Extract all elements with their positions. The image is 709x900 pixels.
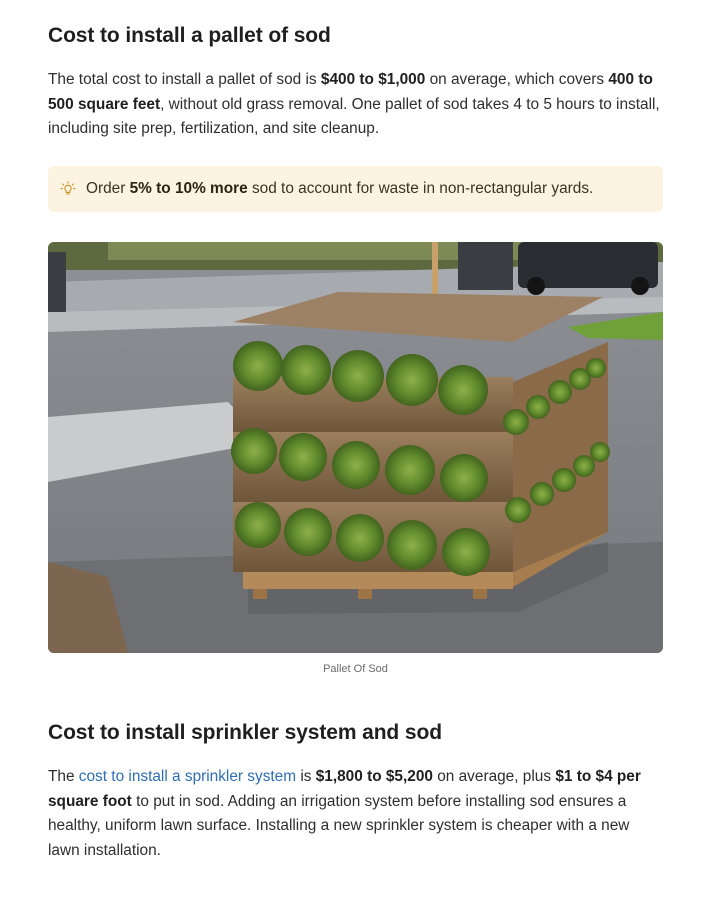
sprinkler-cost-link[interactable]: cost to install a sprinkler system <box>78 768 297 785</box>
text-segment: sod to account for waste in non-rectangular yards. <box>247 180 594 197</box>
text-segment: The <box>48 768 79 785</box>
tip-highlight: 5% to 10% more <box>129 180 248 197</box>
tip-text <box>86 180 593 198</box>
sprinkler-cost-highlight: $1,800 to $5,200 <box>315 768 433 785</box>
photo-caption: Pallet Of Sod <box>323 663 388 675</box>
text-segment: on average, plus <box>432 768 556 785</box>
text-segment: is <box>296 768 316 785</box>
section-heading-sprinkler-and-sod: Cost to install sprinkler system and sod <box>48 721 442 744</box>
section-heading-pallet-of-sod: Cost to install a pallet of sod <box>48 24 331 47</box>
pallet-of-sod-photo <box>48 242 663 653</box>
text-segment: to put in sod. Adding an irrigation system before installing sod ensures a healthy, uniform lawn surface. Installing a new sprinkler system is cheaper with a new lawn installation. <box>48 792 630 859</box>
cost-range-highlight: $400 to $1,000 <box>320 71 426 88</box>
coverage-highlight: 400 to 500 square feet <box>48 71 653 113</box>
sod-per-sqft-highlight: $1 to $4 per square foot <box>48 768 641 810</box>
sprinkler-cost-paragraph <box>48 765 663 863</box>
lightbulb-icon <box>60 181 76 197</box>
text-segment: The total cost to install a pallet of sod is <box>48 71 321 88</box>
text-segment: Order <box>86 180 130 197</box>
pallet-of-sod-illustration <box>48 242 663 653</box>
tip-callout <box>48 166 663 212</box>
text-segment: , without old grass removal. One pallet of sod takes 4 to 5 hours to install, including site prep, fertilization, and site cleanup. <box>48 95 660 137</box>
pallet-cost-paragraph <box>48 68 663 142</box>
text-segment: on average, which covers <box>425 71 609 88</box>
